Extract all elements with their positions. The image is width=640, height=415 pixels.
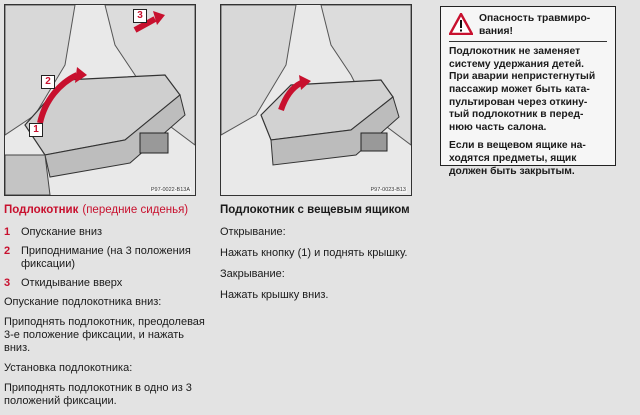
- callout-2: 2: [41, 75, 55, 89]
- callout-1: 1: [29, 123, 43, 137]
- armrest-storage-drawing: [221, 5, 411, 195]
- instruction-label: Опускание подлокотника вниз:: [4, 296, 162, 308]
- instruction-text: Нажать крышку вниз.: [220, 289, 329, 301]
- instruction-label: Установка подлокотника:: [4, 362, 133, 374]
- warning-triangle-icon: [449, 13, 473, 35]
- instruction-text: Приподнять подлокотник, преодолевая 3-е положение фиксации, и нажать вниз.: [4, 316, 205, 354]
- instruction-text: Приподнять подлокотник в одно из 3 положений фиксации.: [4, 382, 192, 407]
- instruction-label: Закрывание:: [220, 268, 285, 280]
- warning-paragraph-1: Подлокотник не заменяет систему удержания детей. При аварии непристегнутый пассажир может быть ката- пультирован через откину- тый подлокотник в перед- нюю часть салона.: [449, 46, 596, 133]
- callout-3: 3: [133, 9, 147, 23]
- warning-paragraph-2: Если в вещевом ящике на- ходятся предметы, ящик должен быть закрытым.: [449, 140, 586, 177]
- warning-title: Опасность травмиро- вания!: [479, 13, 591, 37]
- step-item: 2 Приподнимание (на 3 положения фиксации): [4, 245, 191, 270]
- section-heading: Подлокотник (передние сиденья): [4, 204, 189, 216]
- section-heading: Подлокотник с вещевым ящиком: [220, 204, 410, 216]
- step-item: 3 Откидывание вверх: [4, 277, 123, 289]
- figure-code: P97-0023-B13: [370, 187, 406, 193]
- warning-divider: [449, 41, 607, 42]
- armrest-illustration-front-seats: [4, 4, 196, 196]
- step-item: 1 Опускание вниз: [4, 226, 103, 238]
- figure-code: P97-0022-B13A: [150, 187, 190, 193]
- armrest-storage-section: [220, 204, 430, 310]
- armrest-storage-illustration: [220, 4, 412, 196]
- armrest-drawing: [5, 5, 195, 195]
- instruction-label: Открывание:: [220, 226, 286, 238]
- warning-box: [440, 6, 616, 177]
- instruction-text: Нажать кнопку (1) и поднять крышку.: [220, 247, 408, 259]
- armrest-front-seats-section: [4, 204, 212, 415]
